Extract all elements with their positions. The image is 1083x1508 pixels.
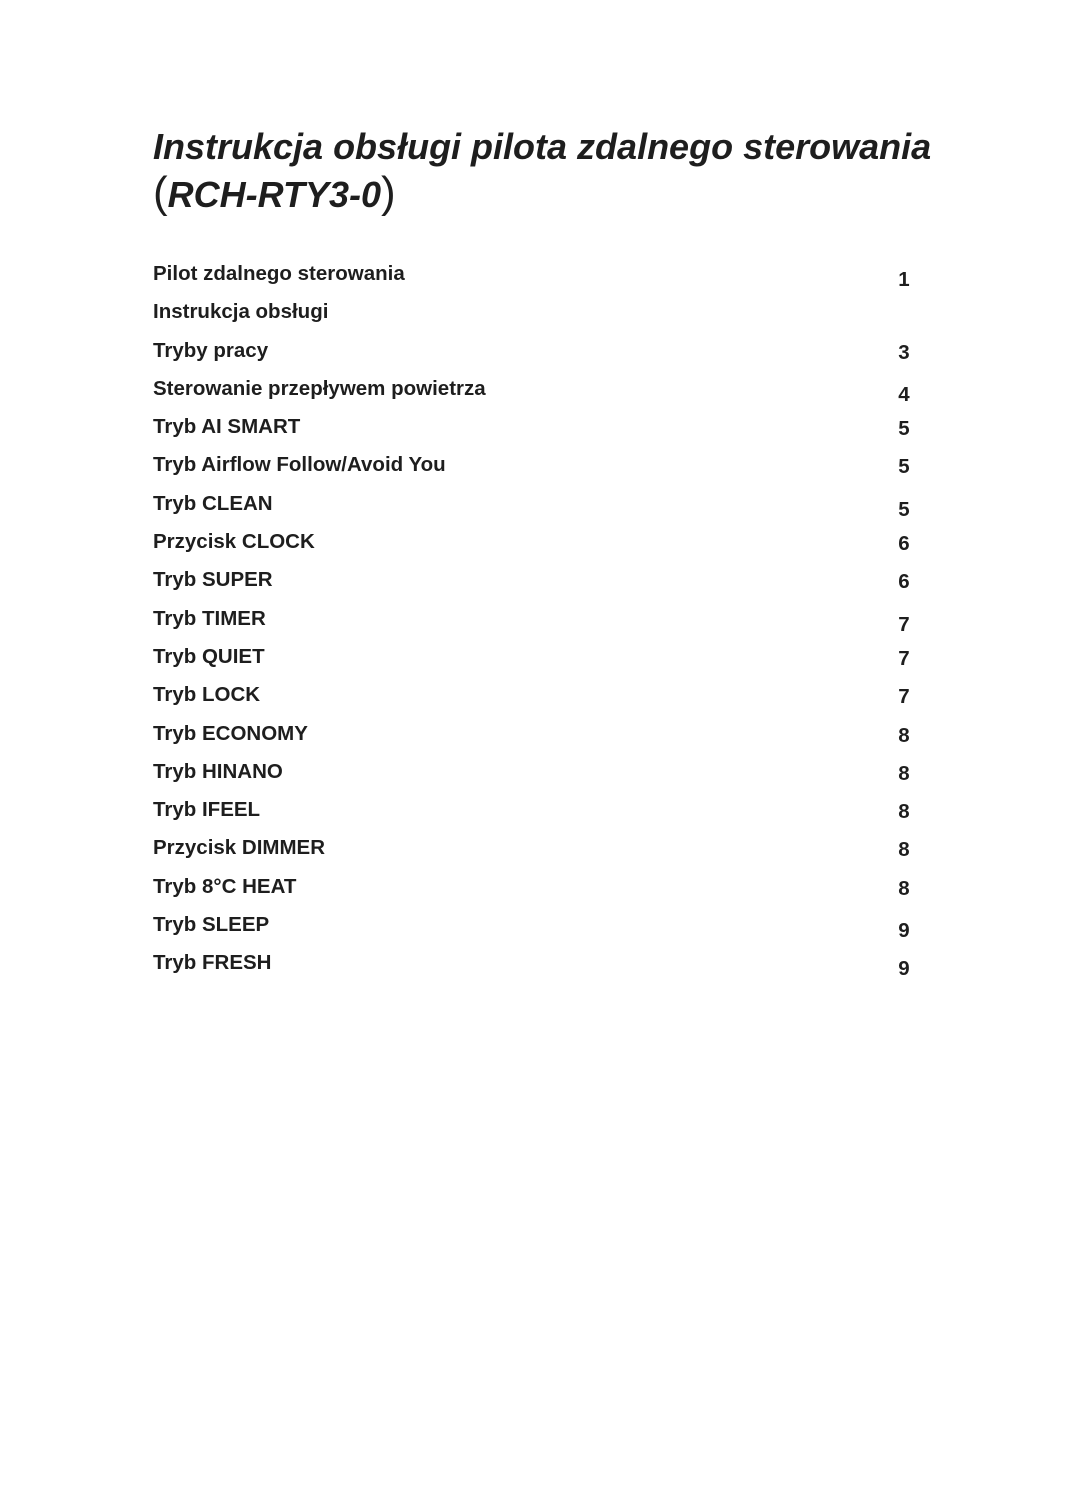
toc-entry-page: 1 xyxy=(898,268,910,291)
toc-entry xyxy=(153,758,913,796)
toc-entry-page: 3 xyxy=(898,340,910,364)
toc-entry-label: Tryb 8°C HEAT xyxy=(153,874,297,898)
title-line-2 xyxy=(153,170,993,218)
toc-entry-label: Tryb FRESH xyxy=(153,951,272,975)
toc-entry-label: Sterowanie przepływem powietrza xyxy=(153,376,486,400)
page-title xyxy=(153,124,993,218)
toc-entry-page: 5 xyxy=(898,455,910,479)
toc-entry-page: 7 xyxy=(898,646,910,670)
toc-entry-page: 9 xyxy=(898,919,910,943)
toc-entry-label: Tryb SLEEP xyxy=(153,913,270,937)
toc-entry xyxy=(153,796,913,834)
toc-entry xyxy=(153,605,913,643)
toc-entry-page: 6 xyxy=(898,570,910,594)
toc-entry-page: 8 xyxy=(898,800,910,824)
toc-entry-page: 9 xyxy=(898,957,910,981)
toc-entry-label: Tryb LOCK xyxy=(153,683,261,707)
toc-entry-page: 7 xyxy=(898,612,910,636)
toc-entry xyxy=(153,375,913,413)
toc-entry-page: 5 xyxy=(898,497,910,521)
toc-entry-label: Instrukcja obsługi xyxy=(153,300,329,324)
toc-entry-page: 8 xyxy=(898,723,910,747)
toc-entry xyxy=(153,528,913,566)
toc-entry-label: Tryb AI SMART xyxy=(153,415,301,439)
toc-entry xyxy=(153,298,913,336)
toc-entry-label: Przycisk DIMMER xyxy=(153,836,326,860)
toc-entry-label: Tryb TIMER xyxy=(153,606,266,630)
title-paren-open: ( xyxy=(153,168,168,217)
toc-entry-label: Tryb IFEEL xyxy=(153,798,261,822)
toc-entry-page: 8 xyxy=(898,761,910,785)
toc-entry xyxy=(153,490,913,528)
toc-entry xyxy=(153,451,913,489)
toc-entry-page: 5 xyxy=(898,417,910,441)
toc-entry xyxy=(153,337,913,375)
toc-entry-label: Pilot zdalnego sterowania xyxy=(153,262,405,285)
toc-entry xyxy=(153,643,913,681)
model-number: RCH-RTY3-0 xyxy=(167,174,382,215)
toc-entry xyxy=(153,413,913,451)
toc-entry-page: 8 xyxy=(898,876,910,900)
toc-entry xyxy=(153,260,913,298)
toc-entry xyxy=(153,720,913,758)
toc-entry-label: Tryb HINANO xyxy=(153,759,283,783)
toc-entry xyxy=(153,949,913,987)
toc-entry-label: Tryb Airflow Follow/Avoid You xyxy=(153,453,446,477)
toc-entry xyxy=(153,834,913,872)
toc-entry-label: Tryby pracy xyxy=(153,338,269,362)
toc-entry-label: Przycisk CLOCK xyxy=(153,530,315,554)
toc-entry-label: Tryb SUPER xyxy=(153,568,273,592)
toc-entry xyxy=(153,911,913,949)
toc-entry-label: Tryb CLEAN xyxy=(153,491,273,515)
toc-entry-page: 4 xyxy=(898,382,910,406)
toc-entry-label: Tryb ECONOMY xyxy=(153,721,308,745)
toc-entry-page: 6 xyxy=(898,532,910,556)
toc-entry-label: Tryb QUIET xyxy=(153,644,265,668)
title-line-1: Instrukcja obsługi pilota zdalnego sterowania xyxy=(153,126,932,167)
toc-entry xyxy=(153,681,913,719)
toc-entry-page: 7 xyxy=(898,685,910,709)
title-paren-close: ) xyxy=(381,168,396,217)
table-of-contents xyxy=(153,260,913,988)
toc-entry-page: 8 xyxy=(898,838,910,862)
toc-entry xyxy=(153,566,913,604)
toc-entry xyxy=(153,873,913,911)
